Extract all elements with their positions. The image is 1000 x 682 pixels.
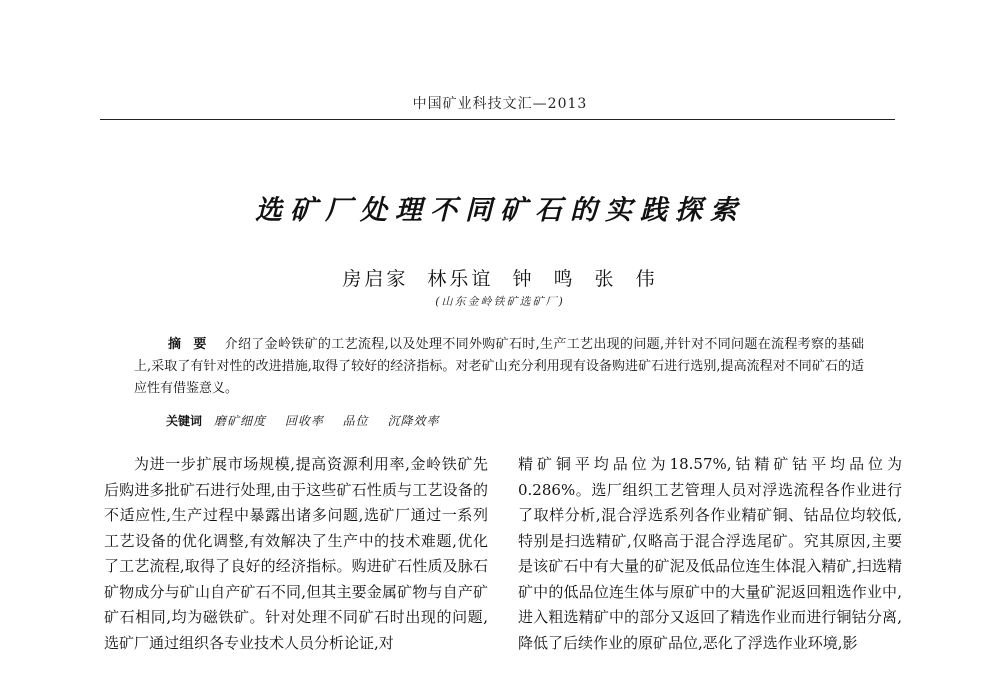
abstract-text: 介绍了金岭铁矿的工艺流程,以及处理不同外购矿石时,生产工艺出现的问题,并针对不同问题在流程考察的基础上,采取了有针对性的改进措施,取得了较好的经济指标。对老矿山充分利用现有设备购进矿石进行选别,提高流程对不同矿石的适应性有借鉴意义。 xyxy=(134,337,864,396)
article-authors: 房启家 林乐谊 钟 鸣 张 伟 xyxy=(342,268,658,290)
body-right-column: 精矿铜平均品位为18.57%,钴精矿钴平均品位为0.286%。选厂组织工艺管理人员对浮选流程各作业进行了取样分析,混合浮选系列各作业精矿铜、钴品位均较低,特别是扫选精矿,仅略高于混合浮选尾矿。究其原因,主要是该矿石中有大量的矿泥及低品位连生体混入精矿,扫选精矿中的低品位连生体与原矿中的大量矿泥返回粗选作业中,进入粗选精矿中的部分又返回了精选作业而进行铜钴分离,降低了后续作业的原矿品位,恶化了浮选作业环境,影 xyxy=(518,455,902,652)
keywords-block xyxy=(166,410,866,432)
article-title: 选矿厂处理不同矿石的实践探索 xyxy=(255,195,745,226)
body-left-column: 为进一步扩展市场规模,提高资源利用率,金岭铁矿先后购进多批矿石进行处理,由于这些矿石性质与工艺设备的不适应性,生产过程中暴露出诸多问题,选矿厂通过一系列工艺设备的优化调整,有效解决了生产中的技术难题,优化了工艺流程,取得了良好的经济指标。购进矿石性质及脉石矿物成分与矿山自产矿石不同,但其主要金属矿物与自产矿矿石相同,均为磁铁矿。针对处理不同矿石时出现的问题,选矿厂通过组织各专业技术人员分析论证,对 xyxy=(104,455,488,652)
abstract-block xyxy=(134,334,864,400)
keywords-text: 磨矿细度 回收率 品位 沉降效率 xyxy=(214,414,440,428)
abstract-label: 摘要 xyxy=(168,337,219,352)
article-affiliation: (山东金岭铁矿选矿厂) xyxy=(435,295,565,308)
running-header: 中国矿业科技文汇—2013 xyxy=(412,96,588,112)
header-rule xyxy=(100,119,895,120)
keywords-label: 关键词 xyxy=(166,414,203,428)
